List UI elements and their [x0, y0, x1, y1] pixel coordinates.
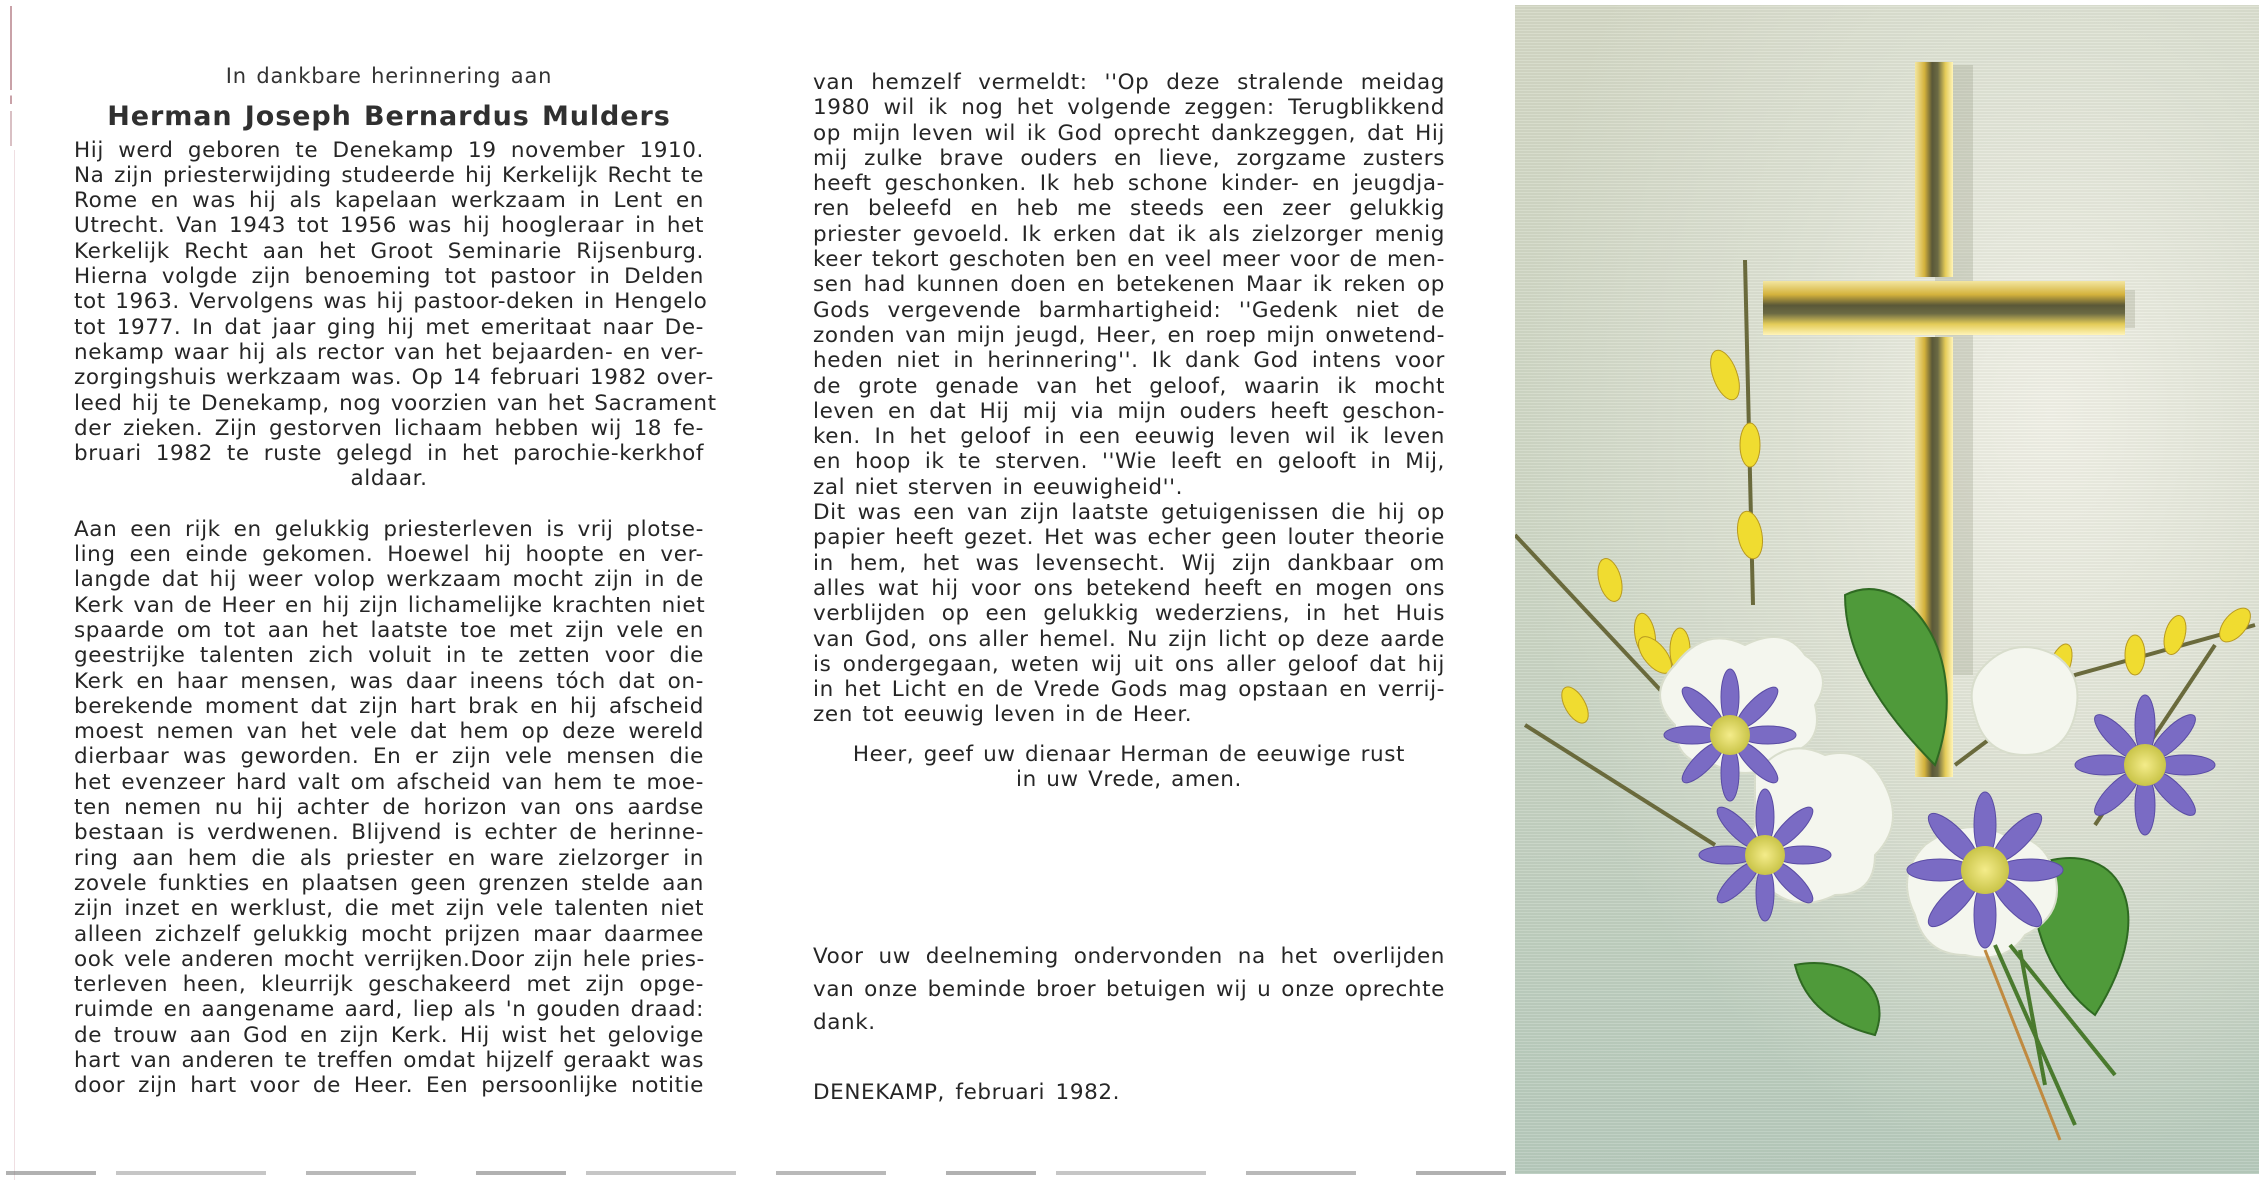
scan-margin-mark — [10, 6, 12, 146]
tribute-paragraph — [74, 517, 704, 1099]
text-line: Hierna volgde zijn benoeming tot pastoor in Delden — [74, 264, 704, 290]
text-line: zorgingshuis werkzaam was. Op 14 februari 1982 over- — [74, 365, 714, 391]
text-line: zonden van mijn jeugd, Heer, en roep mijn onwetend- — [813, 322, 1445, 348]
text-line: in het Licht en de Vrede Gods mag opstaan en verrij- — [813, 677, 1445, 703]
text-line: ring aan hem die als priester en ware zielzorger in — [74, 845, 704, 871]
text-line: van onze beminde broer betuigen wij u onze oprechte — [813, 977, 1445, 1002]
left-column — [74, 64, 717, 1099]
text-line: door zijn hart voor de Heer. Een persoonlijke notitie — [74, 1073, 704, 1099]
text-line: ken. In het geloof in een eeuwig leven wil ik leven — [813, 424, 1445, 450]
text-line: ook vele anderen mocht verrijken.Door zijn hele pries- — [74, 946, 705, 972]
text-line: alleen zichzelf gelukkig mocht prijzen maar daarmee — [74, 921, 704, 947]
text-line: ling een einde gekomen. Hoewel hij hoopte en ver- — [74, 542, 704, 568]
text-line: Gods vergevende barmhartigheid: ''Gedenk niet de — [813, 297, 1445, 323]
text-line: Kerk van de Heer en hij zijn lichamelijke krachten niet — [74, 592, 706, 618]
text-line: bruari 1982 te ruste gelegd in het parochie-kerkhof — [74, 441, 704, 467]
text-line: Aan een rijk en gelukkig priesterleven is vrij plotse- — [74, 516, 704, 542]
text-line: Utrecht. Van 1943 tot 1956 was hij hoogleraar in het — [74, 213, 704, 239]
closing-paragraph — [813, 500, 1445, 728]
text-line: ren beleefd en heb me steeds een zeer gelukkig — [813, 196, 1445, 222]
text-line: ten nemen nu hij achter de horizon van ons aardse — [74, 795, 704, 821]
text-line: spaarde om tot aan het laatste toe met zijn vele en — [74, 617, 704, 643]
text-line: heden niet in herinnering''. Ik dank God intens voor — [813, 348, 1445, 374]
text-line: keer tekort geschoten ben en veel meer voor de men- — [813, 247, 1445, 273]
text-line: ruimde en aangename aard, liep als 'n gouden draad: — [74, 997, 704, 1023]
text-line: terleven heen, kleurrijk geschakeerd met zijn opge- — [74, 972, 704, 998]
text-line: Hij werd geboren te Denekamp 19 november 1910. — [74, 137, 704, 163]
text-line: tot 1963. Vervolgens was hij pastoor-deken in Hengelo — [74, 289, 708, 315]
personal-note-paragraph — [813, 70, 1445, 500]
text-line: leed hij te Denekamp, nog voorzien van het Sacrament — [74, 390, 717, 416]
text-line: heeft geschonken. Ik heb schone kinder- en jeugdja- — [813, 171, 1445, 197]
scan-margin-line — [14, 150, 15, 1180]
text-line: bestaan is verdwenen. Blijvend is echter de herinne- — [74, 820, 704, 846]
text-line: aldaar. — [350, 466, 428, 492]
text-line: sen had kunnen doen en betekenen Maar ik reken op — [813, 272, 1445, 298]
text-line: in hem, het was levensecht. Wij zijn dankbaar om — [813, 550, 1445, 576]
text-line: van God, ons aller hemel. Nu zijn licht op deze aarde — [813, 626, 1445, 652]
text-line: nekamp waar hij als rector van het bejaarden- en ver- — [74, 339, 704, 365]
text-line: zijn inzet en werklust, die met zijn vele talenten niet — [74, 896, 704, 922]
text-line: verblijden op een gelukkig wederziens, in het Huis — [813, 601, 1445, 627]
text-line: leven en dat Hij mij via mijn ouders heeft geschon- — [813, 398, 1445, 424]
text-line: priester gevoeld. Ik erken dat ik als zielzorger menig — [813, 221, 1445, 247]
text-line: hart van anderen te treffen omdat hijzelf geraakt was — [74, 1047, 704, 1073]
text-line: Voor uw deelneming ondervonden na het overlijden — [813, 944, 1445, 969]
prayer-line: in uw Vrede, amen. — [1016, 767, 1242, 793]
prayer — [813, 742, 1445, 793]
text-line: Rome en was hij als kapelaan werkzaam in Lent en — [74, 188, 704, 214]
text-line: het evenzeer hard valt om afscheid van hem te moe- — [74, 769, 704, 795]
cross-and-flowers-illustration — [1515, 5, 2259, 1174]
text-line: mij zulke brave ouders en lieve, zorgzame zusters — [813, 145, 1445, 171]
place-date: DENEKAMP, februari 1982. — [813, 1080, 1121, 1105]
text-line: Na zijn priesterwijding studeerde hij Kerkelijk Recht te — [74, 162, 704, 188]
text-line: en hoop ik te sterven. ''Wie leeft en gelooft in Mij, — [813, 449, 1445, 475]
text-line: zovele funkties en plaatsen geen grenzen stelde aan — [74, 870, 704, 896]
text-line: van hemzelf vermeldt: ''Op deze stralende meidag — [813, 70, 1445, 95]
text-line: berekende moment dat zijn hart brak en hij afscheid — [74, 693, 704, 719]
text-line: is ondergegaan, weten wij uit ons aller geloof dat hij — [813, 651, 1445, 677]
text-line: der zieken. Zijn gestorven lichaam hebben wij 18 fe- — [74, 415, 704, 441]
biography-paragraph — [74, 137, 717, 492]
scan-edge-line — [6, 1171, 1511, 1175]
text-line: dierbaar was geworden. En er zijn vele mensen die — [74, 744, 704, 770]
text-line: Kerkelijk Recht aan het Groot Seminarie Rijsenburg. — [74, 238, 704, 264]
intro-text: In dankbare herinnering aan — [225, 64, 553, 88]
text-line: Dit was een van zijn laatste getuigenissen die hij op — [813, 500, 1445, 526]
text-line: geestrijke talenten zich voluit in te zetten voor die — [74, 643, 704, 669]
text-line: op mijn leven wil ik God oprecht dankzeggen, dat Hij — [813, 120, 1445, 146]
text-line: Kerk en haar mensen, was daar ineens tóch dat on- — [74, 668, 704, 694]
text-line: langde dat hij weer volop werkzaam mocht zijn in de — [74, 567, 704, 593]
text-line: papier heeft gezet. Het was echer geen louter theorie — [813, 525, 1445, 551]
text-line: moest nemen van het vele dat hem op deze wereld — [74, 719, 704, 745]
text-line: de grote genade van het geloof, waarin ik mocht — [813, 373, 1445, 399]
deceased-name: Herman Joseph Bernardus Mulders — [107, 101, 671, 133]
thanks-note — [813, 940, 1445, 1039]
text-line: de trouw aan God en zijn Kerk. Hij wist het gelovige — [74, 1022, 704, 1048]
text-line: tot 1977. In dat jaar ging hij met emeritaat naar De- — [74, 314, 704, 340]
text-line: alles wat hij voor ons betekend heeft en mogen ons — [813, 575, 1445, 601]
text-line: dank. — [813, 1010, 876, 1035]
memorial-photo — [1515, 5, 2259, 1174]
text-line: zen tot eeuwig leven in de Heer. — [813, 702, 1193, 728]
text-line: 1980 wil ik nog het volgende zeggen: Terugblikkend — [813, 95, 1445, 121]
prayer-line: Heer, geef uw dienaar Herman de eeuwige rust — [852, 741, 1406, 767]
text-line: zal niet sterven in eeuwigheid''. — [813, 474, 1184, 500]
middle-column — [813, 70, 1445, 792]
